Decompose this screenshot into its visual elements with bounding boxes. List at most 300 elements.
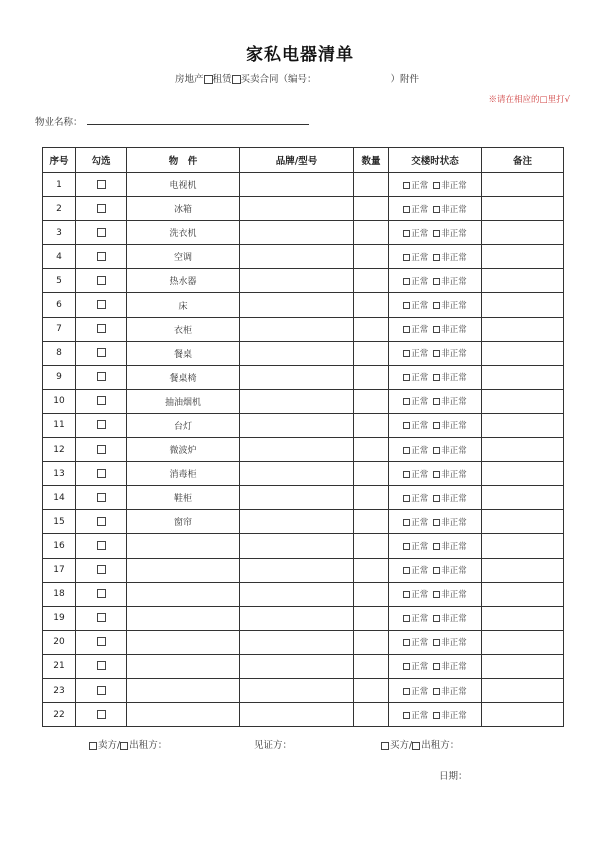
row-number: 4 — [43, 245, 76, 269]
brand-model-cell[interactable] — [240, 462, 354, 486]
select-checkbox[interactable] — [97, 252, 106, 261]
brand-model-cell[interactable] — [240, 654, 354, 678]
buyer-checkbox[interactable] — [381, 742, 389, 750]
date-label: 日期： — [439, 771, 468, 782]
select-checkbox[interactable] — [97, 228, 106, 237]
select-checkbox[interactable] — [97, 324, 106, 333]
abnormal-checkbox[interactable] — [433, 519, 440, 526]
item-name: 台灯 — [127, 413, 240, 437]
table-row — [43, 486, 564, 510]
remarks-cell[interactable] — [482, 293, 564, 317]
item-name: 餐桌 — [127, 341, 240, 365]
remarks-cell[interactable] — [482, 486, 564, 510]
status-abnormal-label: 非正常 — [441, 662, 467, 673]
row-number: 16 — [43, 534, 76, 558]
abnormal-checkbox[interactable] — [433, 206, 440, 213]
quantity-cell[interactable] — [354, 678, 389, 702]
status-normal-label: 正常 — [411, 469, 429, 480]
status-cell — [389, 197, 482, 221]
select-cell — [76, 389, 127, 413]
status-normal-label: 正常 — [411, 180, 429, 191]
normal-checkbox[interactable] — [403, 398, 410, 405]
select-checkbox[interactable] — [97, 517, 106, 526]
abnormal-checkbox[interactable] — [433, 543, 440, 550]
status-normal-label: 正常 — [411, 686, 429, 697]
normal-checkbox[interactable] — [403, 422, 410, 429]
abnormal-checkbox[interactable] — [433, 639, 440, 646]
brand-model-cell[interactable] — [240, 438, 354, 462]
row-number: 11 — [43, 413, 76, 437]
status-cell — [389, 173, 482, 197]
status-cell — [389, 510, 482, 534]
item-name: 微波炉 — [127, 438, 240, 462]
status-cell — [389, 462, 482, 486]
table-row — [43, 534, 564, 558]
select-checkbox[interactable] — [97, 661, 106, 670]
status-abnormal-label: 非正常 — [441, 204, 467, 215]
select-cell — [76, 173, 127, 197]
status-cell — [389, 558, 482, 582]
status-abnormal-label: 非正常 — [441, 493, 467, 504]
item-name — [127, 534, 240, 558]
normal-checkbox[interactable] — [403, 447, 410, 454]
quantity-cell[interactable] — [354, 365, 389, 389]
abnormal-checkbox[interactable] — [433, 712, 440, 719]
status-normal-label: 正常 — [411, 638, 429, 649]
item-name — [127, 630, 240, 654]
remarks-cell[interactable] — [482, 245, 564, 269]
row-number: 15 — [43, 510, 76, 534]
normal-checkbox[interactable] — [403, 495, 410, 502]
row-number: 21 — [43, 654, 76, 678]
row-number: 7 — [43, 317, 76, 341]
lessor-label: 出租方： — [129, 740, 168, 751]
normal-checkbox[interactable] — [403, 639, 410, 646]
column-header: 序号 — [43, 148, 76, 173]
row-number: 10 — [43, 389, 76, 413]
brand-model-cell[interactable] — [240, 630, 354, 654]
quantity-cell[interactable] — [354, 558, 389, 582]
status-cell — [389, 341, 482, 365]
status-abnormal-label: 非正常 — [441, 252, 467, 263]
table-row — [43, 678, 564, 702]
table-row — [43, 221, 564, 245]
status-abnormal-label: 非正常 — [441, 325, 467, 336]
select-checkbox[interactable] — [97, 469, 106, 478]
status-cell — [389, 269, 482, 293]
item-name — [127, 678, 240, 702]
select-checkbox[interactable] — [97, 565, 106, 574]
select-cell — [76, 606, 127, 630]
quantity-cell[interactable] — [354, 245, 389, 269]
row-number: 9 — [43, 365, 76, 389]
quantity-cell[interactable] — [354, 269, 389, 293]
normal-checkbox[interactable] — [403, 326, 410, 333]
column-header: 备注 — [482, 148, 564, 173]
brand-model-cell[interactable] — [240, 678, 354, 702]
subtitle-lease: 租赁 — [212, 74, 232, 85]
select-cell — [76, 413, 127, 437]
subtitle-suffix: ）附件 — [390, 74, 420, 85]
row-number: 6 — [43, 293, 76, 317]
status-abnormal-label: 非正常 — [441, 228, 467, 239]
normal-checkbox[interactable] — [403, 519, 410, 526]
remarks-cell[interactable] — [482, 558, 564, 582]
status-abnormal-label: 非正常 — [441, 638, 467, 649]
quantity-cell[interactable] — [354, 341, 389, 365]
brand-model-cell[interactable] — [240, 365, 354, 389]
item-name — [127, 606, 240, 630]
status-normal-label: 正常 — [411, 662, 429, 673]
remarks-cell[interactable] — [482, 462, 564, 486]
select-cell — [76, 245, 127, 269]
item-name — [127, 558, 240, 582]
quantity-cell[interactable] — [354, 462, 389, 486]
property-name-field[interactable] — [87, 124, 309, 125]
seller-signature — [89, 737, 167, 751]
brand-model-cell[interactable] — [240, 197, 354, 221]
quantity-cell[interactable] — [354, 293, 389, 317]
status-cell — [389, 630, 482, 654]
abnormal-checkbox[interactable] — [433, 398, 440, 405]
abnormal-checkbox[interactable] — [433, 350, 440, 357]
status-normal-label: 正常 — [411, 373, 429, 384]
status-normal-label: 正常 — [411, 276, 429, 287]
brand-model-cell[interactable] — [240, 486, 354, 510]
remarks-cell[interactable] — [482, 341, 564, 365]
quantity-cell[interactable] — [354, 197, 389, 221]
remarks-cell[interactable] — [482, 365, 564, 389]
table-body — [43, 173, 564, 727]
status-cell — [389, 678, 482, 702]
abnormal-checkbox[interactable] — [433, 182, 440, 189]
brand-model-cell[interactable] — [240, 558, 354, 582]
quantity-cell[interactable] — [354, 486, 389, 510]
brand-model-cell[interactable] — [240, 413, 354, 437]
sale-checkbox[interactable] — [232, 75, 241, 84]
status-cell — [389, 317, 482, 341]
select-checkbox[interactable] — [97, 541, 106, 550]
brand-model-cell[interactable] — [240, 510, 354, 534]
item-name — [127, 654, 240, 678]
normal-checkbox[interactable] — [403, 182, 410, 189]
status-abnormal-label: 非正常 — [441, 710, 467, 721]
abnormal-checkbox[interactable] — [433, 615, 440, 622]
status-cell — [389, 245, 482, 269]
table-row — [43, 703, 564, 727]
status-normal-label: 正常 — [411, 204, 429, 215]
select-checkbox[interactable] — [97, 710, 106, 719]
table-row — [43, 269, 564, 293]
property-name-label: 物业名称： — [35, 117, 83, 128]
table-row — [43, 558, 564, 582]
abnormal-checkbox[interactable] — [433, 495, 440, 502]
table-row — [43, 293, 564, 317]
table-row — [43, 462, 564, 486]
status-normal-label: 正常 — [411, 566, 429, 577]
row-number: 12 — [43, 438, 76, 462]
table-row — [43, 654, 564, 678]
row-number: 1 — [43, 173, 76, 197]
brand-model-cell[interactable] — [240, 606, 354, 630]
remarks-cell[interactable] — [482, 317, 564, 341]
status-cell — [389, 221, 482, 245]
select-cell — [76, 221, 127, 245]
item-name: 热水器 — [127, 269, 240, 293]
normal-checkbox[interactable] — [403, 302, 410, 309]
normal-checkbox[interactable] — [403, 350, 410, 357]
brand-model-cell[interactable] — [240, 245, 354, 269]
normal-checkbox[interactable] — [403, 374, 410, 381]
remarks-cell[interactable] — [482, 534, 564, 558]
item-name: 餐桌椅 — [127, 365, 240, 389]
status-normal-label: 正常 — [411, 493, 429, 504]
item-name: 消毒柜 — [127, 462, 240, 486]
status-normal-label: 正常 — [411, 710, 429, 721]
lease-checkbox[interactable] — [204, 75, 213, 84]
status-abnormal-label: 非正常 — [441, 349, 467, 360]
select-cell — [76, 317, 127, 341]
column-header: 勾选 — [76, 148, 127, 173]
abnormal-checkbox[interactable] — [433, 254, 440, 261]
quantity-cell[interactable] — [354, 413, 389, 437]
quantity-cell[interactable] — [354, 173, 389, 197]
status-abnormal-label: 非正常 — [441, 421, 467, 432]
remarks-cell[interactable] — [482, 630, 564, 654]
select-checkbox[interactable] — [97, 686, 106, 695]
item-name: 鞋柜 — [127, 486, 240, 510]
remarks-cell[interactable] — [482, 582, 564, 606]
remarks-cell[interactable] — [482, 703, 564, 727]
seller-checkbox[interactable] — [89, 742, 97, 750]
quantity-cell[interactable] — [354, 510, 389, 534]
lessor-checkbox[interactable] — [120, 742, 128, 750]
brand-model-cell[interactable] — [240, 341, 354, 365]
select-cell — [76, 703, 127, 727]
abnormal-checkbox[interactable] — [433, 663, 440, 670]
table-header-row — [43, 148, 564, 173]
select-cell — [76, 486, 127, 510]
abnormal-checkbox[interactable] — [433, 471, 440, 478]
abnormal-checkbox[interactable] — [433, 374, 440, 381]
normal-checkbox[interactable] — [403, 567, 410, 574]
abnormal-checkbox[interactable] — [433, 447, 440, 454]
select-checkbox[interactable] — [97, 493, 106, 502]
status-abnormal-label: 非正常 — [441, 566, 467, 577]
status-cell — [389, 293, 482, 317]
abnormal-checkbox[interactable] — [433, 302, 440, 309]
status-normal-label: 正常 — [411, 445, 429, 456]
status-abnormal-label: 非正常 — [441, 373, 467, 384]
quantity-cell[interactable] — [354, 534, 389, 558]
status-normal-label: 正常 — [411, 397, 429, 408]
table-row — [43, 606, 564, 630]
seller-label: 卖方/ — [98, 740, 121, 751]
select-cell — [76, 654, 127, 678]
table-row — [43, 245, 564, 269]
select-cell — [76, 678, 127, 702]
quantity-cell[interactable] — [354, 703, 389, 727]
subtitle-prefix: 房地产 — [175, 74, 204, 85]
abnormal-checkbox[interactable] — [433, 278, 440, 285]
status-cell — [389, 703, 482, 727]
select-checkbox[interactable] — [97, 613, 106, 622]
quantity-cell[interactable] — [354, 606, 389, 630]
remarks-cell[interactable] — [482, 678, 564, 702]
abnormal-checkbox[interactable] — [433, 326, 440, 333]
lessee-label: 出租方： — [421, 740, 460, 751]
select-checkbox[interactable] — [97, 300, 106, 309]
item-name: 电视机 — [127, 173, 240, 197]
row-number: 20 — [43, 630, 76, 654]
status-cell — [389, 534, 482, 558]
status-abnormal-label: 非正常 — [441, 541, 467, 552]
row-number: 8 — [43, 341, 76, 365]
normal-checkbox[interactable] — [403, 543, 410, 550]
brand-model-cell[interactable] — [240, 269, 354, 293]
column-header: 物 件 — [127, 148, 240, 173]
select-cell — [76, 534, 127, 558]
abnormal-checkbox[interactable] — [433, 422, 440, 429]
remarks-cell[interactable] — [482, 173, 564, 197]
normal-checkbox[interactable] — [403, 688, 410, 695]
status-abnormal-label: 非正常 — [441, 180, 467, 191]
status-abnormal-label: 非正常 — [441, 686, 467, 697]
select-checkbox[interactable] — [97, 180, 106, 189]
status-abnormal-label: 非正常 — [441, 397, 467, 408]
table-row — [43, 317, 564, 341]
column-header: 品牌/型号 — [240, 148, 354, 173]
inventory-table — [42, 147, 564, 727]
abnormal-checkbox[interactable] — [433, 567, 440, 574]
table-row — [43, 341, 564, 365]
brand-model-cell[interactable] — [240, 317, 354, 341]
select-cell — [76, 510, 127, 534]
status-cell — [389, 582, 482, 606]
status-cell — [389, 486, 482, 510]
brand-model-cell[interactable] — [240, 703, 354, 727]
select-checkbox[interactable] — [97, 276, 106, 285]
normal-checkbox[interactable] — [403, 254, 410, 261]
page-title: 家私电器清单 — [246, 45, 354, 65]
subtitle-sale: 买卖合同（编号： — [240, 74, 317, 85]
quantity-cell[interactable] — [354, 317, 389, 341]
select-checkbox[interactable] — [97, 637, 106, 646]
status-normal-label: 正常 — [411, 228, 429, 239]
normal-checkbox[interactable] — [403, 278, 410, 285]
row-number: 13 — [43, 462, 76, 486]
remarks-cell[interactable] — [482, 197, 564, 221]
abnormal-checkbox[interactable] — [433, 688, 440, 695]
item-name — [127, 703, 240, 727]
select-cell — [76, 341, 127, 365]
row-number: 23 — [43, 678, 76, 702]
select-checkbox[interactable] — [97, 204, 106, 213]
normal-checkbox[interactable] — [403, 230, 410, 237]
quantity-cell[interactable] — [354, 221, 389, 245]
status-normal-label: 正常 — [411, 614, 429, 625]
select-cell — [76, 558, 127, 582]
brand-model-cell[interactable] — [240, 221, 354, 245]
select-cell — [76, 438, 127, 462]
brand-model-cell[interactable] — [240, 534, 354, 558]
normal-checkbox[interactable] — [403, 471, 410, 478]
brand-model-cell[interactable] — [240, 582, 354, 606]
row-number: 3 — [43, 221, 76, 245]
remarks-cell[interactable] — [482, 221, 564, 245]
row-number: 2 — [43, 197, 76, 221]
status-normal-label: 正常 — [411, 421, 429, 432]
table-row — [43, 630, 564, 654]
brand-model-cell[interactable] — [240, 293, 354, 317]
select-checkbox[interactable] — [97, 420, 106, 429]
abnormal-checkbox[interactable] — [433, 591, 440, 598]
item-name: 洗衣机 — [127, 221, 240, 245]
row-number: 18 — [43, 582, 76, 606]
item-name: 衣柜 — [127, 317, 240, 341]
quantity-cell[interactable] — [354, 654, 389, 678]
remarks-cell[interactable] — [482, 389, 564, 413]
column-header: 交楼时状态 — [389, 148, 482, 173]
status-abnormal-label: 非正常 — [441, 276, 467, 287]
quantity-cell[interactable] — [354, 582, 389, 606]
select-checkbox[interactable] — [97, 348, 106, 357]
lessee-checkbox[interactable] — [412, 742, 420, 750]
normal-checkbox[interactable] — [403, 615, 410, 622]
remarks-cell[interactable] — [482, 269, 564, 293]
quantity-cell[interactable] — [354, 389, 389, 413]
item-name: 冰箱 — [127, 197, 240, 221]
normal-checkbox[interactable] — [403, 712, 410, 719]
select-checkbox[interactable] — [97, 372, 106, 381]
remarks-cell[interactable] — [482, 606, 564, 630]
normal-checkbox[interactable] — [403, 206, 410, 213]
quantity-cell[interactable] — [354, 438, 389, 462]
normal-checkbox[interactable] — [403, 663, 410, 670]
buyer-label: 买方/ — [390, 740, 413, 751]
status-normal-label: 正常 — [411, 590, 429, 601]
brand-model-cell[interactable] — [240, 389, 354, 413]
select-checkbox[interactable] — [97, 396, 106, 405]
status-abnormal-label: 非正常 — [441, 590, 467, 601]
select-checkbox[interactable] — [97, 589, 106, 598]
item-name: 抽油烟机 — [127, 389, 240, 413]
table-row — [43, 197, 564, 221]
status-cell — [389, 654, 482, 678]
status-abnormal-label: 非正常 — [441, 517, 467, 528]
remarks-cell[interactable] — [482, 654, 564, 678]
status-cell — [389, 606, 482, 630]
status-normal-label: 正常 — [411, 325, 429, 336]
select-cell — [76, 293, 127, 317]
status-abnormal-label: 非正常 — [441, 614, 467, 625]
quantity-cell[interactable] — [354, 630, 389, 654]
table-row — [43, 389, 564, 413]
select-cell — [76, 630, 127, 654]
status-normal-label: 正常 — [411, 349, 429, 360]
remarks-cell[interactable] — [482, 413, 564, 437]
row-number: 22 — [43, 703, 76, 727]
remarks-cell[interactable] — [482, 510, 564, 534]
remarks-cell[interactable] — [482, 438, 564, 462]
select-cell — [76, 269, 127, 293]
normal-checkbox[interactable] — [403, 591, 410, 598]
select-checkbox[interactable] — [97, 445, 106, 454]
item-name: 窗帘 — [127, 510, 240, 534]
brand-model-cell[interactable] — [240, 173, 354, 197]
select-cell — [76, 365, 127, 389]
abnormal-checkbox[interactable] — [433, 230, 440, 237]
